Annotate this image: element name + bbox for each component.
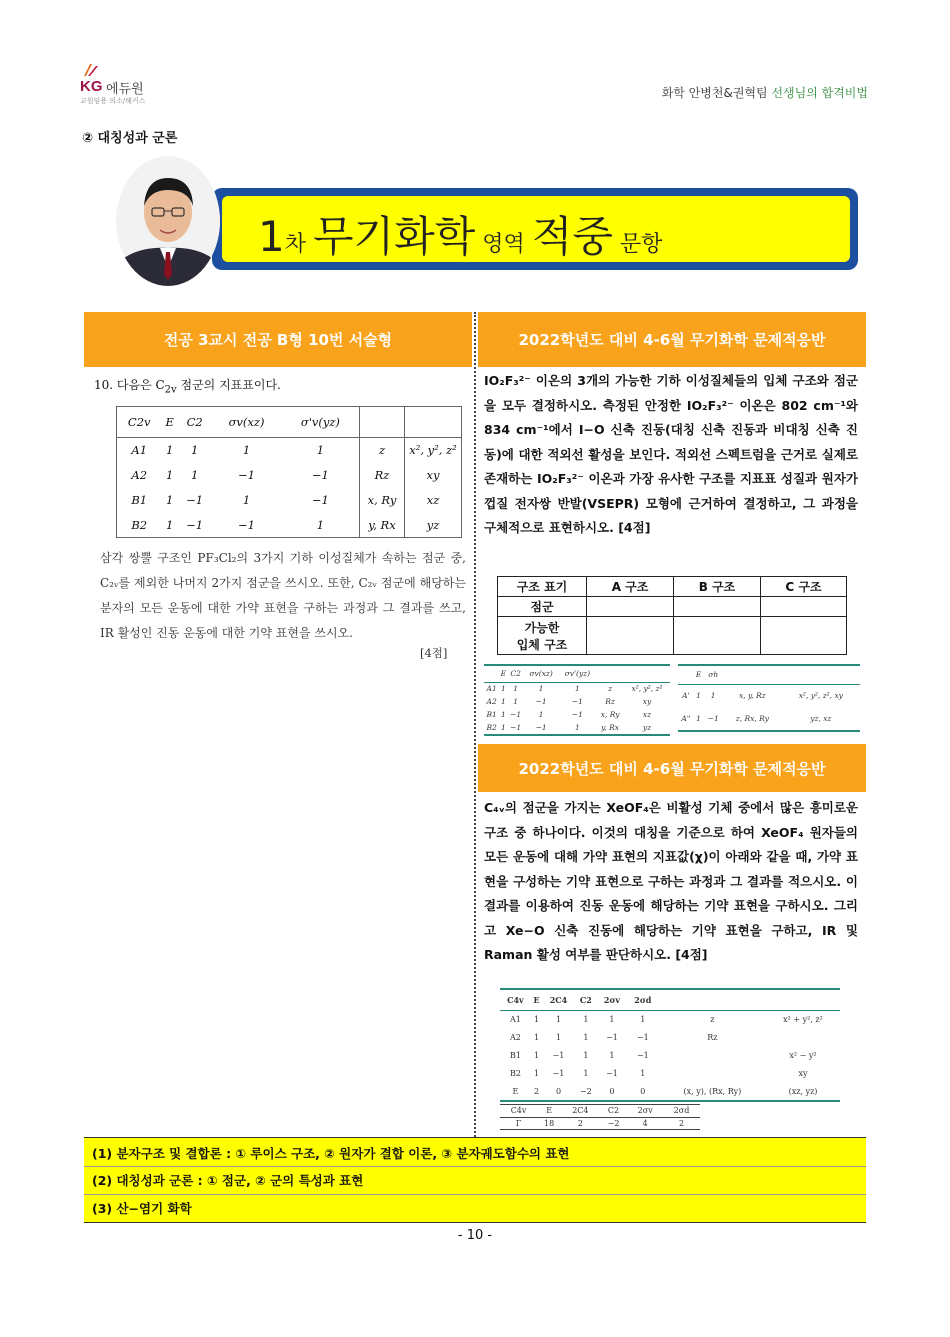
table-cell: x², y², z²: [405, 437, 462, 462]
table-cell: [659, 1046, 766, 1064]
table-cell: xy: [642, 697, 652, 706]
table-cell: 1: [696, 714, 701, 723]
table-cell: 1: [538, 710, 544, 719]
table-cell: 1: [500, 723, 506, 732]
table-header-cell: [484, 666, 499, 682]
table-header-cell: σv'(yz): [564, 669, 591, 679]
table-header-cell: [723, 666, 782, 684]
table-row-label: [498, 617, 587, 655]
table-cell: A2: [509, 1032, 521, 1042]
table-cell: (x, y), (Rx, Ry): [683, 1086, 742, 1096]
section-title: ② 대칭성과 군론: [82, 131, 178, 146]
table-cell: 0: [640, 1086, 646, 1096]
table-row: [500, 1010, 840, 1028]
table-cell: −1: [571, 710, 583, 719]
table-header-cell: A 구조: [587, 577, 674, 597]
table-header-cell: E: [546, 1106, 553, 1116]
table-header-cell: E: [695, 670, 702, 680]
table-cell: 1: [533, 1032, 540, 1042]
banner-part: 영역: [475, 232, 532, 257]
table-cell: Rz: [707, 1032, 718, 1042]
c2v-character-table: [116, 406, 462, 538]
table-cell: y, Rx: [601, 723, 620, 732]
c2v-table: [117, 407, 461, 537]
table-row: [678, 707, 860, 730]
table-row: [500, 1064, 840, 1082]
table-header-cell: 2σd: [634, 994, 652, 1005]
table-cell: 1: [583, 1014, 589, 1024]
table-cell: 1: [316, 442, 325, 457]
table-cell: −1: [552, 1068, 565, 1078]
table-header-cell: C2: [510, 669, 521, 679]
table-cell: yz: [642, 723, 652, 732]
logo-name: 에듀원: [106, 82, 144, 97]
header-tagline: [662, 84, 868, 101]
table-row: [500, 1028, 840, 1046]
topic-summary: [84, 1137, 866, 1223]
table-cell: 0: [609, 1086, 615, 1096]
table-cell: −1: [606, 1068, 618, 1078]
teacher-photo: [116, 156, 220, 286]
table-header-cell: C2: [607, 1106, 620, 1116]
table-cell: x, Ry: [600, 710, 620, 719]
table-cell: 1: [583, 1050, 589, 1060]
table-cell: xz: [405, 487, 462, 512]
summary-line-2: (2) 대칭성과 군론 : ① 점군, ② 군의 특성과 표현: [92, 1173, 364, 1188]
table-cell: B1: [486, 710, 497, 719]
table-header-row: [678, 666, 860, 684]
table-cell: 1: [190, 442, 199, 457]
table-cell: x, Ry: [360, 487, 405, 512]
table-cell: x², y², z², xy: [798, 691, 843, 701]
question-text-end: 점군의 지표표이다.: [176, 378, 281, 392]
table-cell: z: [360, 437, 405, 462]
banner-part: 문항: [612, 232, 663, 257]
table-row: [484, 695, 670, 708]
table-cell: Γ: [515, 1118, 522, 1128]
table-header-cell: 2σv: [603, 994, 621, 1005]
table-row: [117, 462, 461, 487]
banner-part: 적중: [531, 212, 613, 261]
table-cell: 1: [640, 1068, 646, 1078]
problem-2-body: C₄ᵥ의 점군을 가지는 XeOF₄은 비활성 기체 중에서 많은 흥미로운 구조 중 하나이다. 이것의 대칭을 기준으로 하여 XeOF₄ 원자들의 모든 운동에 대해 가약 표현의 지표값(χ)이 아래와 같을 때, 가약 표현을 구성하는 기약 표현으로 구하는 과정과 그 결과를 적으시오. 이 결과를 이용하여 진동 운동에 해당하는 기약 표현을 구하시오. 그리고 Xe−O 신축 진동에 해당하는 기약 표현을 구하고, IR 및 Raman 활성 여부를 판단하시오. [4점]: [484, 800, 858, 962]
table-cell: 1: [583, 1068, 589, 1078]
table-cell: [659, 1064, 766, 1082]
answer-cell[interactable]: [760, 597, 846, 617]
table-cell: yz: [405, 512, 462, 537]
gamma-table: [500, 1104, 700, 1130]
table-cell: −2: [607, 1118, 620, 1128]
table-header-cell: E: [165, 414, 174, 429]
table-cell: −1: [535, 697, 547, 706]
table-cell: 4: [642, 1118, 648, 1128]
table-header-cell: [596, 666, 624, 682]
table-cell: A2: [486, 697, 497, 706]
table-cell: −1: [311, 492, 329, 507]
table-row: [500, 1117, 700, 1129]
table-cell: −2: [579, 1086, 592, 1096]
table-cell: −1: [510, 710, 522, 719]
table-cell: A": [681, 714, 691, 723]
banner-title: [258, 204, 662, 264]
table-cell: xz: [642, 710, 652, 719]
page-number: - 10 -: [457, 1228, 493, 1243]
table-row: [500, 1046, 840, 1064]
table-header-cell: C2: [186, 414, 203, 429]
problem-1-body: IO₂F₃²⁻ 이온의 3개의 가능한 기하 이성질체들의 입체 구조와 점군을 모두 결정하시오. 측정된 안정한 IO₂F₃²⁻ 이온은 802 cm⁻¹와 834 cm⁻¹에서 I−O 신축 진동(대칭 신축 진동과 비대칭 신축 진동)에 대한 적외선 활성을 보인다. 적외선 스펙트럼을 근거로 실제로 존재하는 IO₂F₃²⁻ 이온과 가장 유사한 구조를 지표표 성질과 원자가 껍질 전자쌍 반발(VSEPR) 모형에 근거하여 결정하고, 그 과정을 구체적으로 표현하시오. [4점]: [484, 373, 858, 535]
table-cell: B2: [486, 723, 497, 732]
table-cell: 1: [513, 697, 518, 706]
table-header-cell: 2C4: [572, 1106, 589, 1116]
c2v-small: [484, 666, 670, 734]
table-header-cell: [360, 407, 405, 437]
table-cell: x² − y²: [789, 1050, 817, 1060]
answer-cell[interactable]: [587, 617, 674, 655]
tagline-prefix: 화학 안병천&권혁팀: [661, 86, 772, 100]
table-cell: 1: [574, 684, 580, 694]
table-cell: 2: [533, 1086, 540, 1096]
table-cell: B1: [131, 492, 148, 507]
table-header-cell: C2v: [127, 414, 151, 429]
table-header-cell: σv(xz): [228, 414, 265, 429]
table-cell: xy: [798, 1068, 808, 1078]
structure-answer-table: [497, 576, 847, 655]
logo-kg: KG: [80, 78, 103, 95]
answer-cell[interactable]: [760, 617, 846, 655]
table-cell: 1: [696, 691, 701, 701]
table-cell: 1: [500, 697, 506, 706]
row-label-line: 가능한: [524, 620, 560, 635]
table-cell: B2: [131, 517, 148, 532]
table-cell: A2: [131, 467, 148, 482]
summary-divider: [84, 1166, 866, 1167]
table-header-cell: [624, 666, 670, 682]
table-cell: 0: [555, 1086, 562, 1096]
table-cell: 1: [574, 723, 580, 732]
portrait-icon: [116, 156, 220, 286]
table-cell: (xz, yz): [788, 1086, 818, 1096]
table-cell: B1: [509, 1050, 521, 1060]
table-cell: −1: [535, 723, 547, 732]
table-cell: −1: [186, 517, 204, 532]
table-cell: 1: [316, 517, 325, 532]
table-row: [498, 597, 847, 617]
table-cell: 1: [166, 517, 174, 532]
table-cell: [766, 1028, 840, 1046]
table-cell: 18: [544, 1118, 555, 1128]
c2v-small-table: [484, 664, 670, 736]
table-cell: x², y², z²: [631, 684, 663, 694]
table-cell: 1: [533, 1068, 540, 1078]
table-cell: 1: [710, 691, 716, 701]
table-header-cell: B 구조: [674, 577, 761, 597]
right-section-header-2: 2022학년도 대비 4-6월 무기화학 문제적응반: [478, 744, 866, 792]
summary-line-3: (3) 산−염기 화학: [92, 1201, 192, 1216]
table-cell: 1: [533, 1050, 540, 1060]
table-cell: A1: [486, 684, 497, 694]
summary-line-1: (1) 분자구조 및 결합론 : ① 루이스 구조, ② 원자가 결합 이론, ③ 분자궤도함수의 표현: [92, 1146, 570, 1161]
question-text: 10. 다음은 C: [94, 378, 165, 392]
table-cell: 1: [242, 492, 251, 507]
table-header-cell: [782, 666, 860, 684]
table-cell: 1: [190, 467, 199, 482]
table-header-cell: 구조 표기: [498, 577, 587, 597]
banner-part: 1: [258, 212, 285, 261]
table-cell: −1: [510, 723, 522, 732]
table-row: [117, 437, 461, 462]
tagline-highlight: 선생님의 합격비법: [771, 86, 868, 100]
table-cell: −1: [606, 1032, 618, 1042]
table-cell: 1: [166, 467, 174, 482]
table-header-cell: E: [533, 994, 540, 1005]
table-cell: 1: [513, 684, 518, 694]
summary-divider: [84, 1194, 866, 1195]
table-header-cell: [405, 407, 462, 437]
table-cell: Rz: [360, 462, 405, 487]
banner-part: 차: [284, 232, 313, 257]
table-cell: 2: [577, 1118, 583, 1128]
table-cell: −1: [707, 714, 719, 723]
table-header-cell: [766, 990, 840, 1010]
table-row: [117, 512, 461, 537]
table-cell: −1: [311, 467, 329, 482]
table-cell: −1: [571, 697, 583, 706]
table-cell: A': [682, 691, 690, 701]
table-cell: Rz: [605, 697, 615, 706]
table-header-cell: σh: [708, 670, 719, 680]
table-header-row: [498, 577, 847, 597]
table-cell: 1: [640, 1014, 646, 1024]
table-row: [484, 721, 670, 734]
banner-part: 무기화학: [312, 212, 476, 261]
gamma: [500, 1105, 700, 1129]
table-row: [500, 1082, 840, 1100]
table-header-cell: 2σd: [673, 1106, 690, 1116]
table-cell: −1: [186, 492, 204, 507]
table-header-cell: E: [500, 669, 507, 679]
table-cell: y, Rx: [360, 512, 405, 537]
table-cell: x, y, Rz: [739, 691, 766, 701]
table-cell: A1: [131, 442, 148, 457]
table-cell: yz, xz: [810, 714, 832, 723]
table-cell: −1: [552, 1050, 565, 1060]
table-cell: 1: [533, 1014, 540, 1024]
table-header-row: [484, 666, 670, 682]
table-header-cell: σv(xz): [529, 669, 553, 679]
c4v-table: [500, 990, 840, 1100]
table-cell: −1: [238, 467, 255, 482]
table-cell: x² + y², z²: [783, 1014, 823, 1024]
table-cell: 1: [500, 684, 506, 694]
table-header-cell: 2C4: [549, 994, 568, 1005]
table-row: [117, 487, 461, 512]
table-cell: 1: [538, 684, 544, 694]
table-header-cell: σ'v(yz): [300, 414, 340, 429]
table-cell: −1: [636, 1032, 649, 1042]
table-cell: 1: [609, 1050, 615, 1060]
table-header-cell: [678, 666, 694, 684]
table-header-cell: C 구조: [760, 577, 846, 597]
table-cell: xy: [405, 462, 462, 487]
question-10-points: [4점]: [420, 646, 448, 660]
table-header-cell: [659, 990, 766, 1010]
table-row: [498, 617, 847, 655]
table-cell: z, Rx, Ry: [735, 714, 769, 723]
question-10-body: 삼각 쌍뿔 구조인 PF₃Cl₂의 3가지 기하 이성질체가 속하는 점군 중, C₂ᵥ를 제외한 나머지 2가지 점군을 쓰시오. 또한, C₂ᵥ 점군에 해당하는 분자의 모든 운동에 대한 가약 표현을 구하는 과정과 그 결과를 쓰고, IR 활성인 진동 운동에 대한 기약 표현을 쓰시오.: [100, 551, 466, 640]
logo-subtitle: 교원임용 의소/해커스: [80, 97, 146, 105]
table-cell: 1: [555, 1032, 562, 1042]
column-divider: [474, 312, 476, 1137]
table-row: [678, 684, 860, 707]
cs-small-table: [678, 664, 860, 732]
answer-cell[interactable]: [587, 597, 674, 617]
left-section-header: 전공 3교시 전공 B형 10번 서술형: [84, 312, 472, 367]
structure-table: [497, 576, 847, 655]
right-section-header-1: 2022학년도 대비 4-6월 무기화학 문제적응반: [478, 312, 866, 367]
table-cell: E: [512, 1086, 519, 1096]
table-header-cell: 2σv: [637, 1106, 653, 1116]
table-header-cell: C2: [579, 994, 592, 1005]
c4v-character-table: [500, 988, 840, 1102]
brand-logo: [80, 62, 180, 106]
table-header-row: [500, 990, 840, 1010]
table-cell: B2: [509, 1068, 521, 1078]
table-cell: 1: [555, 1014, 562, 1024]
table-row-label: 점군: [498, 597, 587, 617]
answer-cell[interactable]: [674, 597, 761, 617]
table-cell: 1: [166, 442, 174, 457]
question-10-stem: [94, 376, 281, 395]
table-cell: 2: [678, 1118, 685, 1128]
table-cell: 1: [500, 710, 506, 719]
table-cell: −1: [238, 517, 255, 532]
table-row: [484, 708, 670, 721]
question-sub: 2v: [164, 384, 177, 396]
table-header-cell: C4v: [510, 1106, 527, 1116]
table-row: [484, 682, 670, 695]
table-header-row: [117, 407, 461, 437]
table-header-row: [500, 1105, 700, 1117]
table-cell: 1: [166, 492, 174, 507]
cs-small: [678, 666, 860, 730]
table-cell: A1: [509, 1014, 521, 1024]
answer-cell[interactable]: [674, 617, 761, 655]
table-cell: 1: [609, 1014, 615, 1024]
table-cell: −1: [636, 1050, 649, 1060]
table-cell: 1: [242, 442, 251, 457]
table-cell: z: [710, 1014, 715, 1024]
table-cell: 1: [583, 1032, 589, 1042]
row-label-line: 입체 구조: [516, 637, 568, 652]
table-cell: z: [608, 684, 613, 694]
table-header-cell: C4v: [507, 994, 524, 1005]
